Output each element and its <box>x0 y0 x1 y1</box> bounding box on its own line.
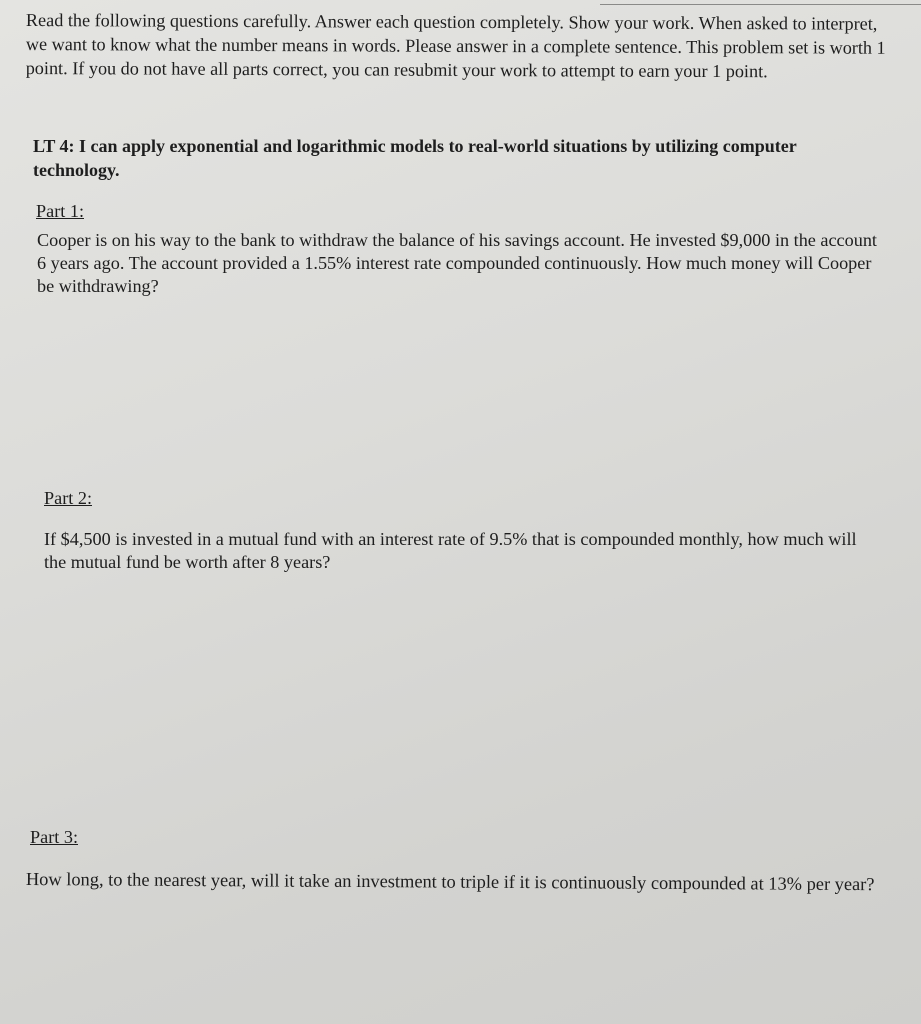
part-1-question: Cooper is on his way to the bank to withdraw the balance of his savings account. He invested $9,000 in the account 6 years ago. The account provided a 1.55% interest rate compounded continuously. How much money will Cooper be withdrawing? <box>37 230 877 296</box>
learning-target-heading: LT 4: I can apply exponential and logarithmic models to real-world situations by utilizing computer technology. <box>33 136 797 180</box>
part-3-title: Part 3: <box>30 827 78 847</box>
part-2-title: Part 2: <box>44 488 92 508</box>
instructions-text: Read the following questions carefully. Answer each question completely. Show your work. When asked to interpret, we want to know what the number means in words. Please answer in a complete sentence. This problem set is worth 1 point. If you do not have all parts correct, you can resubmit your work to attempt to earn your 1 point. <box>25 9 886 82</box>
top-rule <box>600 4 921 5</box>
part-3-question: How long, to the nearest year, will it take an investment to triple if it is continuously compounded at 13% per year? <box>25 869 875 895</box>
part-2-question: If $4,500 is invested in a mutual fund with an interest rate of 9.5% that is compounded monthly, how much will the mutual fund be worth after 8 years? <box>44 529 857 572</box>
part-1-title: Part 1: <box>36 201 84 221</box>
